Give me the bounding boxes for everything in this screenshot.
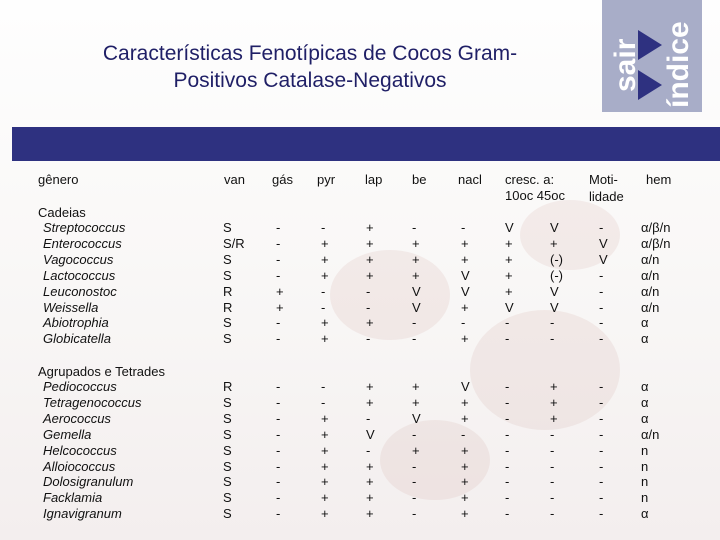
table-cell-van: R: [223, 299, 233, 315]
table-cell-van: S: [223, 442, 232, 458]
group-label: Agrupados e Tetrades: [38, 364, 165, 379]
table-cell-lap: +: [366, 458, 374, 474]
table-cell-van: S: [223, 426, 232, 442]
table-cell-nacl: V: [461, 283, 470, 299]
table-cell-gas: -: [276, 474, 281, 490]
column-header: nacl: [458, 172, 482, 187]
title-line-1: Características Fenotípicas de Cocos Gram-: [102, 42, 518, 65]
table-cell-mot: -: [599, 426, 604, 442]
genus-name: Globicatella: [43, 331, 111, 347]
table-cell-c45: V: [550, 299, 559, 315]
genus-name: Dolosigranulum: [43, 474, 134, 490]
table-cell-mot: -: [599, 442, 604, 458]
table-cell-mot: -: [599, 220, 604, 235]
table-cell-c10: -: [505, 331, 510, 347]
header-band: [12, 127, 720, 161]
table-cell-mot: V: [599, 251, 608, 267]
table-cell-be: -: [412, 474, 417, 490]
table-cell-gas: -: [276, 267, 281, 283]
table-cell-pyr: +: [321, 458, 329, 474]
table-cell-hem: α/β/n: [641, 235, 671, 251]
genus-name: Enterococcus: [43, 235, 122, 251]
table-cell-be: +: [412, 379, 420, 394]
background-blob: [380, 420, 490, 500]
table-cell-nacl: -: [461, 426, 466, 442]
table-cell-mot: -: [599, 394, 604, 410]
column-header: gênero: [38, 172, 79, 187]
table-cell-c45: +: [550, 379, 558, 394]
slide-title: [40, 40, 580, 94]
table-cell-van: S: [223, 490, 232, 506]
table-cell-c10: +: [505, 283, 513, 299]
table-cell-c45: -: [550, 426, 555, 442]
table-cell-gas: -: [276, 331, 281, 347]
table-cell-lap: +: [366, 235, 374, 251]
table-cell-hem: α: [641, 394, 649, 410]
table-cell-hem: n: [641, 474, 649, 490]
table-cell-van: S: [223, 331, 232, 347]
table-cell-gas: -: [276, 235, 281, 251]
table-cell-c10: -: [505, 410, 510, 426]
table-cell-gas: +: [276, 299, 284, 315]
column-header: hem: [646, 172, 672, 187]
column-header: pyr: [317, 172, 336, 187]
table-cell-c10: -: [505, 458, 510, 474]
index-link[interactable]: índice: [662, 21, 695, 108]
table-cell-c10: -: [505, 315, 510, 331]
table-cell-nacl: +: [461, 235, 469, 251]
table-cell-van: S: [223, 315, 232, 331]
table-cell-lap: +: [366, 490, 374, 506]
table-cell-hem: α: [641, 331, 649, 347]
background-blob: [470, 310, 620, 430]
table-cell-nacl: +: [461, 458, 469, 474]
table-cell-lap: -: [366, 442, 371, 458]
table-cell-pyr: +: [321, 267, 329, 283]
table-cell-be: -: [412, 220, 417, 235]
table-cell-nacl: -: [461, 315, 466, 331]
table-cell-pyr: +: [321, 410, 329, 426]
table-cell-hem: α/n: [641, 426, 660, 442]
table-cell-hem: α/n: [641, 283, 660, 299]
table-cell-pyr: +: [321, 315, 329, 331]
table-cell-nacl: +: [461, 299, 469, 315]
table-cell-van: S: [223, 458, 232, 474]
table-cell-nacl: V: [461, 379, 470, 394]
table-cell-pyr: +: [321, 506, 329, 522]
table-cell-be: +: [412, 394, 420, 410]
table-cell-pyr: -: [321, 299, 326, 315]
table-cell-c10: V: [505, 220, 514, 235]
table-cell-be: -: [412, 315, 417, 331]
table-cell-gas: -: [276, 220, 281, 235]
table-cell-hem: α/β/n: [641, 220, 671, 235]
table-cell-pyr: +: [321, 474, 329, 490]
table-cell-c45: -: [550, 474, 555, 490]
table-cell-c45: V: [550, 283, 559, 299]
table-cell-hem: α/n: [641, 251, 660, 267]
table-cell-pyr: +: [321, 331, 329, 347]
column-header: lidade: [589, 189, 624, 204]
table-cell-c10: -: [505, 490, 510, 506]
genus-name: Gemella: [43, 426, 92, 442]
genus-name: Leuconostoc: [43, 283, 117, 299]
genus-name: Streptococcus: [43, 220, 126, 235]
table-cell-c45: -: [550, 442, 555, 458]
table-cell-hem: α: [641, 410, 649, 426]
table-cell-gas: -: [276, 442, 281, 458]
table-cell-lap: +: [366, 220, 374, 235]
group-label: Cadeias: [38, 205, 86, 220]
table-cell-c10: -: [505, 442, 510, 458]
genus-name: Lactococcus: [43, 267, 116, 283]
table-cell-c10: +: [505, 251, 513, 267]
table-cell-gas: -: [276, 426, 281, 442]
genus-name: Facklamia: [43, 490, 103, 506]
table-cell-gas: -: [276, 506, 281, 522]
title-line-2: Positivos Catalase-Negativos: [173, 69, 447, 92]
table-cell-be: -: [412, 331, 417, 347]
table-cell-pyr: -: [321, 220, 326, 235]
table-cell-lap: -: [366, 410, 371, 426]
table-cell-c10: -: [505, 474, 510, 490]
table-cell-hem: α/n: [641, 267, 660, 283]
table-cell-mot: -: [599, 410, 604, 426]
table-cell-gas: -: [276, 394, 281, 410]
exit-link[interactable]: sair: [609, 38, 642, 92]
table-cell-lap: +: [366, 394, 374, 410]
table-cell-hem: α: [641, 315, 649, 331]
table-cell-be: +: [412, 251, 420, 267]
index-arrow-icon[interactable]: [638, 70, 662, 100]
table-cell-c10: -: [505, 506, 510, 522]
table-cell-c45: +: [550, 235, 558, 251]
table-cell-hem: n: [641, 442, 649, 458]
table-cell-c10: +: [505, 267, 513, 283]
table-cell-lap: V: [366, 426, 375, 442]
table-cell-mot: -: [599, 331, 604, 347]
table-cell-van: R: [223, 379, 233, 394]
column-header: be: [412, 172, 427, 187]
table-cell-c10: -: [505, 379, 510, 394]
table-cell-lap: +: [366, 506, 374, 522]
table-cell-be: -: [412, 458, 417, 474]
genus-name: Abiotrophia: [43, 315, 109, 331]
table-cell-be: -: [412, 426, 417, 442]
genus-name: Ignavigranum: [43, 506, 122, 522]
genus-name: Pediococcus: [43, 379, 117, 394]
table-cell-c45: -: [550, 458, 555, 474]
table-cell-c45: -: [550, 490, 555, 506]
column-header: 10oc 45oc: [505, 188, 565, 203]
table-cell-mot: -: [599, 299, 604, 315]
table-cell-van: S: [223, 394, 232, 410]
table-cell-c45: -: [550, 315, 555, 331]
table-cell-hem: α: [641, 379, 649, 394]
exit-arrow-icon[interactable]: [638, 30, 662, 60]
table-cell-c45: -: [550, 331, 555, 347]
table-cell-be: +: [412, 235, 420, 251]
genus-name: Aerococcus: [43, 410, 111, 426]
table-cell-pyr: -: [321, 379, 326, 394]
table-cell-be: V: [412, 283, 421, 299]
table-cell-hem: α: [641, 506, 649, 522]
table-cell-van: S: [223, 474, 232, 490]
table-cell-nacl: +: [461, 251, 469, 267]
table-cell-pyr: +: [321, 490, 329, 506]
table-cell-be: +: [412, 267, 420, 283]
table-cell-hem: n: [641, 458, 649, 474]
table-cell-be: -: [412, 490, 417, 506]
table-cell-mot: -: [599, 490, 604, 506]
table-cell-gas: -: [276, 251, 281, 267]
column-header: gás: [272, 172, 293, 187]
table-cell-gas: -: [276, 410, 281, 426]
table-cell-mot: -: [599, 379, 604, 394]
table-cell-hem: n: [641, 490, 649, 506]
table-cell-lap: +: [366, 251, 374, 267]
table-cell-nacl: +: [461, 410, 469, 426]
table-cell-c45: V: [550, 220, 559, 235]
table-cell-c45: +: [550, 410, 558, 426]
table-cell-pyr: +: [321, 235, 329, 251]
genus-name: Weissella: [43, 299, 99, 315]
table-cell-be: V: [412, 299, 421, 315]
table-cell-lap: +: [366, 379, 374, 394]
table-cell-van: S: [223, 410, 232, 426]
table-cell-nacl: +: [461, 474, 469, 490]
table-cell-van: S: [223, 220, 232, 235]
genus-name: Alloiococcus: [43, 458, 116, 474]
genus-name: Vagococcus: [43, 251, 114, 267]
table-cell-hem: α/n: [641, 299, 660, 315]
table-cell-pyr: +: [321, 251, 329, 267]
table-cell-nacl: +: [461, 490, 469, 506]
table-cell-c10: -: [505, 426, 510, 442]
table-cell-lap: -: [366, 299, 371, 315]
table-cell-mot: -: [599, 474, 604, 490]
table-cell-van: R: [223, 283, 233, 299]
table-cell-c45: +: [550, 394, 558, 410]
table-cell-mot: -: [599, 267, 604, 283]
column-header: lap: [365, 172, 383, 187]
table-cell-be: +: [412, 442, 420, 458]
genus-name: Tetragenococcus: [43, 394, 142, 410]
table-cell-nacl: +: [461, 394, 469, 410]
table-cell-c10: +: [505, 235, 513, 251]
table-cell-gas: +: [276, 283, 284, 299]
table-cell-lap: +: [366, 474, 374, 490]
table-cell-pyr: -: [321, 283, 326, 299]
table-cell-lap: +: [366, 315, 374, 331]
table-cell-be: V: [412, 410, 421, 426]
navigation-panel: [602, 0, 702, 112]
column-header: Moti-: [589, 172, 618, 187]
table-cell-gas: -: [276, 379, 281, 394]
table-cell-van: S/R: [223, 235, 245, 251]
table-cell-gas: -: [276, 458, 281, 474]
table-cell-nacl: +: [461, 442, 469, 458]
table-cell-mot: -: [599, 506, 604, 522]
table-cell-c45: (-): [550, 251, 563, 267]
table-cell-lap: -: [366, 283, 371, 299]
table-cell-c45: (-): [550, 267, 563, 283]
table-cell-mot: -: [599, 315, 604, 331]
table-cell-gas: -: [276, 490, 281, 506]
table-cell-pyr: +: [321, 442, 329, 458]
table-cell-van: S: [223, 506, 232, 522]
table-cell-mot: -: [599, 458, 604, 474]
table-cell-lap: +: [366, 267, 374, 283]
genus-name: Helcococcus: [43, 442, 117, 458]
table-cell-van: S: [223, 267, 232, 283]
table-cell-nacl: +: [461, 506, 469, 522]
table-cell-nacl: +: [461, 331, 469, 347]
table-cell-van: S: [223, 251, 232, 267]
table-cell-c10: -: [505, 394, 510, 410]
table-cell-mot: V: [599, 235, 608, 251]
table-cell-gas: -: [276, 315, 281, 331]
column-header: van: [224, 172, 245, 187]
table-cell-c10: V: [505, 299, 514, 315]
table-cell-c45: -: [550, 506, 555, 522]
background-blob: [330, 250, 450, 340]
table-cell-nacl: -: [461, 220, 466, 235]
table-cell-mot: -: [599, 283, 604, 299]
table-cell-pyr: -: [321, 394, 326, 410]
column-header: cresc. a:: [505, 172, 555, 187]
table-cell-be: -: [412, 506, 417, 522]
table-cell-nacl: V: [461, 267, 470, 283]
table-cell-lap: -: [366, 331, 371, 347]
table-cell-pyr: +: [321, 426, 329, 442]
